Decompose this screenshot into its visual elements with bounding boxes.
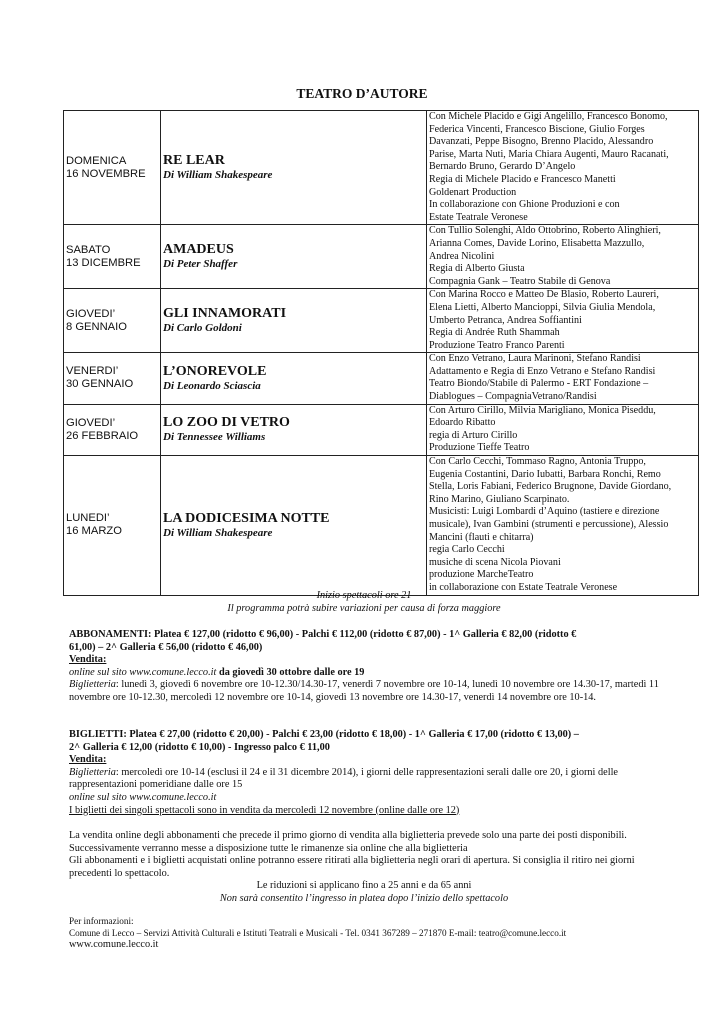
show-row-5 [64,404,699,455]
show-date: 26 FEBBRAIO [66,429,139,442]
cast-cell [427,456,699,596]
date-cell [64,289,161,353]
abbonamenti-biglietteria [69,679,659,704]
contacts-line: Comune di Lecco – Servizi Attività Culturali e Istituti Teatrali e Musicali - Tel. 0341 367289 – 271870 E-mail: teatro@comune.lecco.it [69,927,567,938]
cast-line: musicale), Ivan Gambini (strumenti e percussione), Alessio [429,519,669,530]
cast-line: Davanzati, Peppe Bisogno, Brenno Placido, Alessandro [429,136,654,148]
schedule-table [63,110,699,596]
show-day: LUNEDI’ [66,512,110,525]
biglietteria-label: Biglietteria [69,766,116,778]
cast-line: regia di Arturo Cirillo [429,429,518,441]
contacts-label: Per informazioni: [69,916,134,926]
show-day: SABATO [66,243,111,256]
info-section [69,830,659,906]
date-cell [64,404,161,455]
variations-note: Il programma potrà subire variazioni per causa di forza maggiore [227,602,501,614]
show-author: Di Peter Shaffer [163,258,238,271]
show-cell [161,404,427,455]
no-entry-note: Non sarà consentito l’ingresso in platea dopo l’inizio dello spettacolo [219,892,509,904]
show-title: AMADEUS [163,242,234,258]
cast-line: Eugenia Costantini, Dario Iubatti, Barbara Ronchi, Remo [429,468,661,480]
cast-cell [427,225,699,289]
start-time-note: Inizio spettacoli ore 21 [316,590,412,601]
cast-line: Rino Marino, Giuliano Scarpinato. [429,493,570,505]
show-cell [161,225,427,289]
show-day: DOMENICA [66,154,127,167]
show-row-6 [64,456,699,596]
biglietti-sale-note: I biglietti dei singoli spettacoli sono in vendita da mercoledì 12 novembre (online dalle ore 12) [69,804,460,816]
biglietti-online: online sul sito www.comune.lecco.it [69,791,217,803]
online-date: da giovedì 30 ottobre dalle ore 19 [216,666,365,678]
cast-line: Con Michele Placido e Gigi Angelillo, Francesco Bonomo, [429,111,668,122]
show-row-4 [64,353,699,404]
biglietteria-text: : mercoledì ore 10-14 (esclusi il 24 e il 31 dicembre 2014), i giorni delle rappresentazioni serali dalle ore 20, i giorni delle rappresentazioni pomeridiane dalle ore 15 [69,766,619,791]
cast-cell [427,111,699,225]
info-paragraph: La vendita online degli abbonamenti che precede il primo giorno di vendita alla biglietteria prevede solo una parte dei posti disponibili. Successivamente verranno messe a disposizione tutte le rimanenze sia online che alla biglietteria [69,830,627,854]
show-title: LO ZOO DI VETRO [163,415,290,431]
cast-cell [427,289,699,353]
cast-line: Con Carlo Cecchi, Tommaso Ragno, Antonia Truppo, [429,456,646,468]
show-title: RE LEAR [163,153,225,169]
reductions-note: Le riduzioni si applicano fino a 25 anni e da 65 anni [256,880,472,892]
show-cell [161,353,427,404]
show-row-2 [64,225,699,289]
show-title: GLI INNAMORATI [163,306,287,322]
biglietteria-text: : lunedì 3, giovedì 6 novembre ore 10-12.30/14.30-17, venerdì 7 novembre ore 10-14, lunedì 10 novembre ore 14.30-17, martedì 11 novembre ore 10-12.30, mercoledì 12 novembre ore 10-14, giovedì 13 novembre ore 14.30-17, venerdì 14 novembre ore 10-14. [69,679,659,703]
cast-line: Bernardo Bruno, Gerardo D’Angelo [429,161,576,173]
abbonamenti-online [69,667,659,680]
cast-line: Regia di Michele Placido e Francesco Manetti [429,173,616,185]
cast-line: Arianna Comes, Davide Lorino, Elisabetta Mazzullo, [429,237,645,249]
show-date: 30 GENNAIO [66,378,134,391]
biglietteria-label: Biglietteria [69,679,116,691]
cast-line: Elena Lietti, Alberto Mancioppi, Silvia Giulia Mendola, [429,301,656,313]
date-cell [64,456,161,596]
cast-line: Adattamento e Regia di Enzo Vetrano e Stefano Randisi [429,365,656,377]
show-author: Di Carlo Goldoni [163,322,242,335]
cast-line: Compagnia Gank – Teatro Stabile di Genova [429,275,611,287]
cast-line: Diablogues – CompagniaVetrano/Randisi [429,391,597,403]
show-day: GIOVEDI’ [66,416,116,429]
cast-line: Parise, Marta Nuti, Maria Chiara Augenti, Mauro Racanati, [429,148,669,160]
cast-line: Con Arturo Cirillo, Milvia Marigliano, Monica Piseddu, [429,404,656,416]
cast-line: Stella, Loris Fabiani, Federico Brugnone, Davide Giordano, [429,481,672,493]
show-day: GIOVEDI’ [66,307,116,320]
show-row-3 [64,289,699,353]
cast-line: Mancini (flauti e chitarra) [429,531,534,543]
show-date: 13 DICEMBRE [66,256,141,269]
abbonamenti-prices-cont: 61,00) – 2^ Galleria € 56,00 (ridotto € 46,00) [69,641,263,653]
schedule-notes [69,590,659,615]
vendita-label: Vendita [69,654,103,666]
cast-line: musiche di scena Nicola Piovani [429,556,561,568]
cast-cell [427,404,699,455]
page-title: TEATRO D’AUTORE [296,86,428,101]
cast-line: produzione MarcheTeatro [429,569,534,581]
cast-line: Teatro Biondo/Stabile di Palermo - ERT Fondazione – [429,378,649,390]
show-date: 16 MARZO [66,525,122,538]
cast-line: Regia di Alberto Giusta [429,263,525,275]
show-cell [161,111,427,225]
cast-line: Estate Teatrale Veronese [429,211,528,223]
biglietti-biglietteria [69,767,659,792]
cast-line: Produzione Teatro Franco Parenti [429,339,565,351]
cast-line: In collaborazione con Ghione Produzioni e con [429,199,620,211]
abbonamenti-section [69,629,659,705]
cast-line: Federica Vincenti, Francesco Biscione, Giulio Forges [429,123,645,135]
biglietti-prices: BIGLIETTI: Platea € 27,00 (ridotto € 20,00) - Palchi € 23,00 (ridotto € 18,00) - 1^ Galleria € 17,00 (ridotto € 13,00) – [69,729,579,740]
date-cell [64,353,161,404]
show-title: L’ONOREVOLE [163,363,267,379]
online-label: online sul sito www.comune.lecco.it [69,666,217,678]
cast-line: Produzione Tieffe Teatro [429,442,530,454]
biglietti-prices-cont: 2^ Galleria € 12,00 (ridotto € 10,00) - Ingresso palco € 11,00 [69,741,330,753]
cast-line: Con Enzo Vetrano, Laura Marinoni, Stefano Randisi [429,353,641,365]
show-row-1 [64,111,699,225]
biglietti-section [69,729,659,817]
show-cell [161,456,427,596]
vendita-label: Vendita [69,754,103,766]
cast-line: Andrea Nicolini [429,250,495,262]
show-author: Di William Shakespeare [163,169,273,182]
cast-line: Musicisti: Luigi Lombardi d’Aquino (tastiere e direzione [429,506,660,518]
abbonamenti-prices: ABBONAMENTI: Platea € 127,00 (ridotto € 96,00) - Palchi € 112,00 (ridotto € 87,00) - 1^ Galleria € 82,00 (ridotto € [69,629,577,640]
cast-line: Regia di Andrée Ruth Shammah [429,327,560,339]
vendita-heading: Vendita: [69,754,107,766]
vendita-heading: Vendita: [69,654,107,666]
cast-line: in collaborazione con Estate Teatrale Veronese [429,581,618,593]
website-link[interactable]: www.comune.lecco.it [69,939,159,950]
cast-line: Edoardo Ribatto [429,417,496,429]
show-date: 16 NOVEMBRE [66,167,146,180]
show-author: Di Leonardo Sciascia [163,379,261,392]
show-date: 8 GENNAIO [66,320,127,333]
show-author: Di William Shakespeare [163,526,273,539]
cast-line: Umberto Petranca, Andrea Soffiantini [429,314,582,326]
cast-line: Con Marina Rocco e Matteo De Blasio, Roberto Laureri, [429,289,659,301]
date-cell [64,225,161,289]
cast-line: regia Carlo Cecchi [429,544,505,556]
show-cell [161,289,427,353]
show-author: Di Tennessee Williams [163,431,266,444]
show-title: LA DODICESIMA NOTTE [163,510,330,526]
show-day: VENERDI’ [66,365,119,378]
cast-line: Goldenart Production [429,186,517,198]
cast-line: Con Tullio Solenghi, Aldo Ottobrino, Roberto Alinghieri, [429,225,661,237]
cast-cell [427,353,699,404]
contacts-section [69,916,659,951]
date-cell [64,111,161,225]
info-paragraph: Gli abbonamenti e i biglietti acquistati online potranno essere ritirati alla biglietteria negli orari di apertura. Si consiglia il ritiro nei giorni precedenti lo spettacolo. [69,855,635,879]
